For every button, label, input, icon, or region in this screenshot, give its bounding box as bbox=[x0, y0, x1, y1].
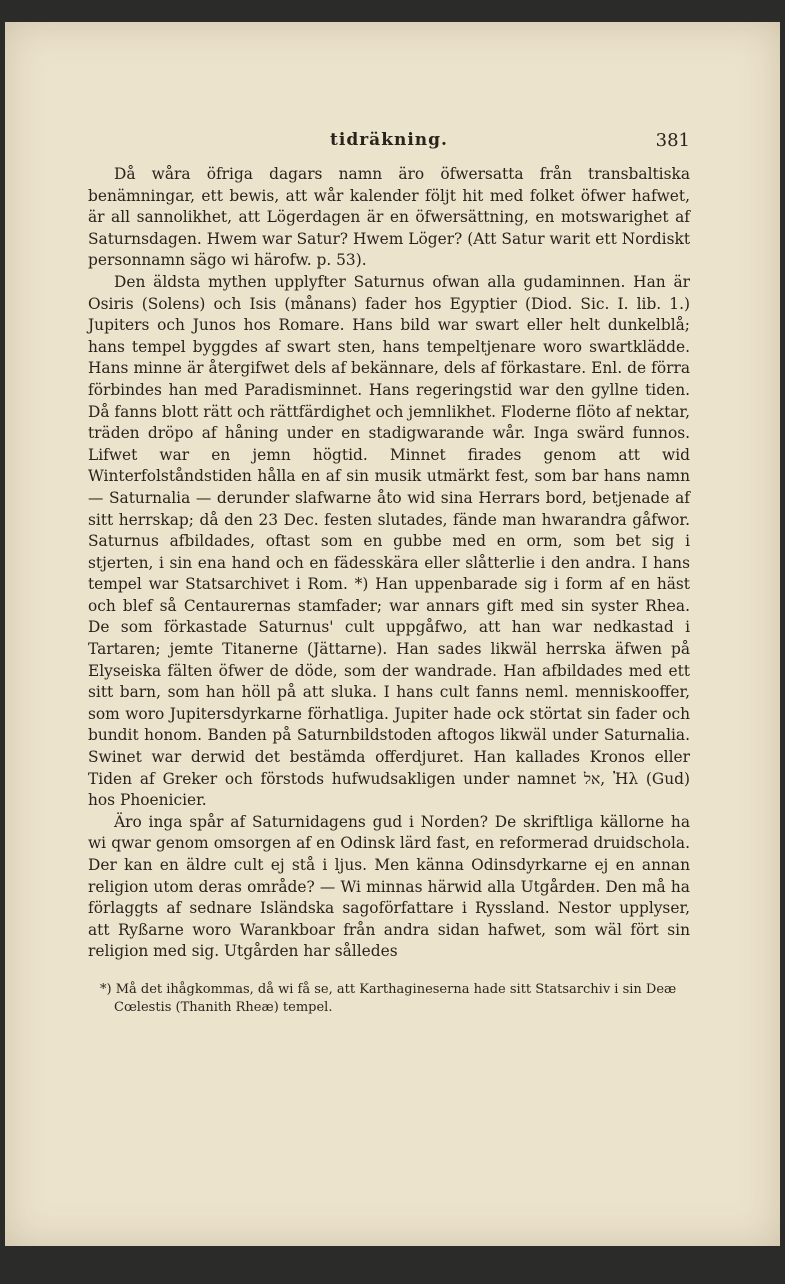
paragraph-1: Då wåra öfriga dagars namn äro öfwersatta från transbaltiska benämningar, ett bewis, att wår kalender följt hit med folket öfwer hafwet, är all sannolikhet, att Lögerdagen är en öfwersättning, en motswarighet af Saturnsdagen. Hwem war Satur? Hwem Löger? (Att Satur warit ett Nordiskt personnamn sägo wi härofw. p. 53). bbox=[88, 165, 690, 270]
running-head: tidräkning. bbox=[330, 130, 448, 150]
book-page bbox=[5, 22, 780, 1246]
page-header bbox=[88, 130, 690, 164]
paragraph-3: Äro inga spår af Saturnidagens gud i Norden? De skriftliga källorne ha wi qwar genom omsorgen af en Odinsk lärd fast, en reformerad druidschola. Der kan en äldre cult ej stå i ljus. Men känna Odinsdyrkarne ej en annan religion utom deras område? — Wi minnas härwid alla Utgårdeн. Den må ha förlaggts af sednare Isländska sagoförfattare i Ryssland. Nestor upplyser, att Ryßarne woro Warankboar från andra sidan hafwet, som wäl fört sin religion med sig. Utgården har sålledes bbox=[88, 812, 690, 961]
paragraph-2: Den äldsta mythen upplyfter Saturnus ofwan alla gudaminnen. Han är Osiris (Solens) och Isis (månans) fader hos Egyptier (Diod. Sic. I. lib. 1.) Jupiters och Junos hos Romare. Hans bild war swart eller helt dunkelblå; hans tempel byggdes af swart sten, hans tempeltjenare woro swartklädde. Hans minne är återgifwet dels af bekännare, dels af förkastare. Enl. de förra förbindes han med Paradisminnet. Hans regeringstid war den gyllne tiden. Då fanns blott rätt och rättfärdighet och jemnlikhet. Floderne flöto af nektar, träden dröpo af håning under en stadigwarande wår. Inga swärd funnos. Lifwet war en jemn högtid. Minnet firades genom att wid Winterfolståndstiden hålla en af sin musik utmärkt fest, som bar hans namn — Saturnalia — derunder slafwarne åto wid sina Herrars bord, betjenade af sitt herrskap; då den 23 Dec. festen slutades, fände man hwarandra gåfwor. Saturnus afbildades, oftast som en gubbe med en orm, som bet sig i stjerten, i sin ena hand och en fädesskära eller slåtterlie i den andra. I hans tempel war Statsarchivet i Rom. *) Han uppenbarade sig i form af en häst och blef så Centaurernas stamfader; war annars gift med sin syster Rhea. De som förkastade Saturnus' cult uppgåfwo, att han war nedkastad i Tartaren; jemte Titanerne (Jättarne). Han sades likwäl herrska äfwen på Elyseiska fälten öfwer de döde, som der wandrade. Han afbildades med ett sitt barn, som han höll på att sluka. I hans cult fanns neml. menniskooffer, som woro Jupitersdyrkarne förhatliga. Jupiter hade ock störtat sin fader och bundit honom. Banden på Saturnbildstoden aftogos likwäl under Saturnalia. Swinet war derwid det bestämda offerdjuret. Han kallades Kronos eller Tiden af Greker och förstods hufwudsakligen under namnet אל, Ἠλ (Gud) hos Phoenicier. bbox=[88, 272, 690, 810]
page-number: 381 bbox=[655, 130, 690, 151]
body-text bbox=[88, 164, 690, 963]
text-block bbox=[88, 130, 690, 1017]
footnote: *) Må det ihågkommas, då wi få se, att Karthagineserna hade sitt Statsarchiv i sin Deæ Cœlestis (Thanith Rheæ) tempel. bbox=[100, 981, 677, 1015]
